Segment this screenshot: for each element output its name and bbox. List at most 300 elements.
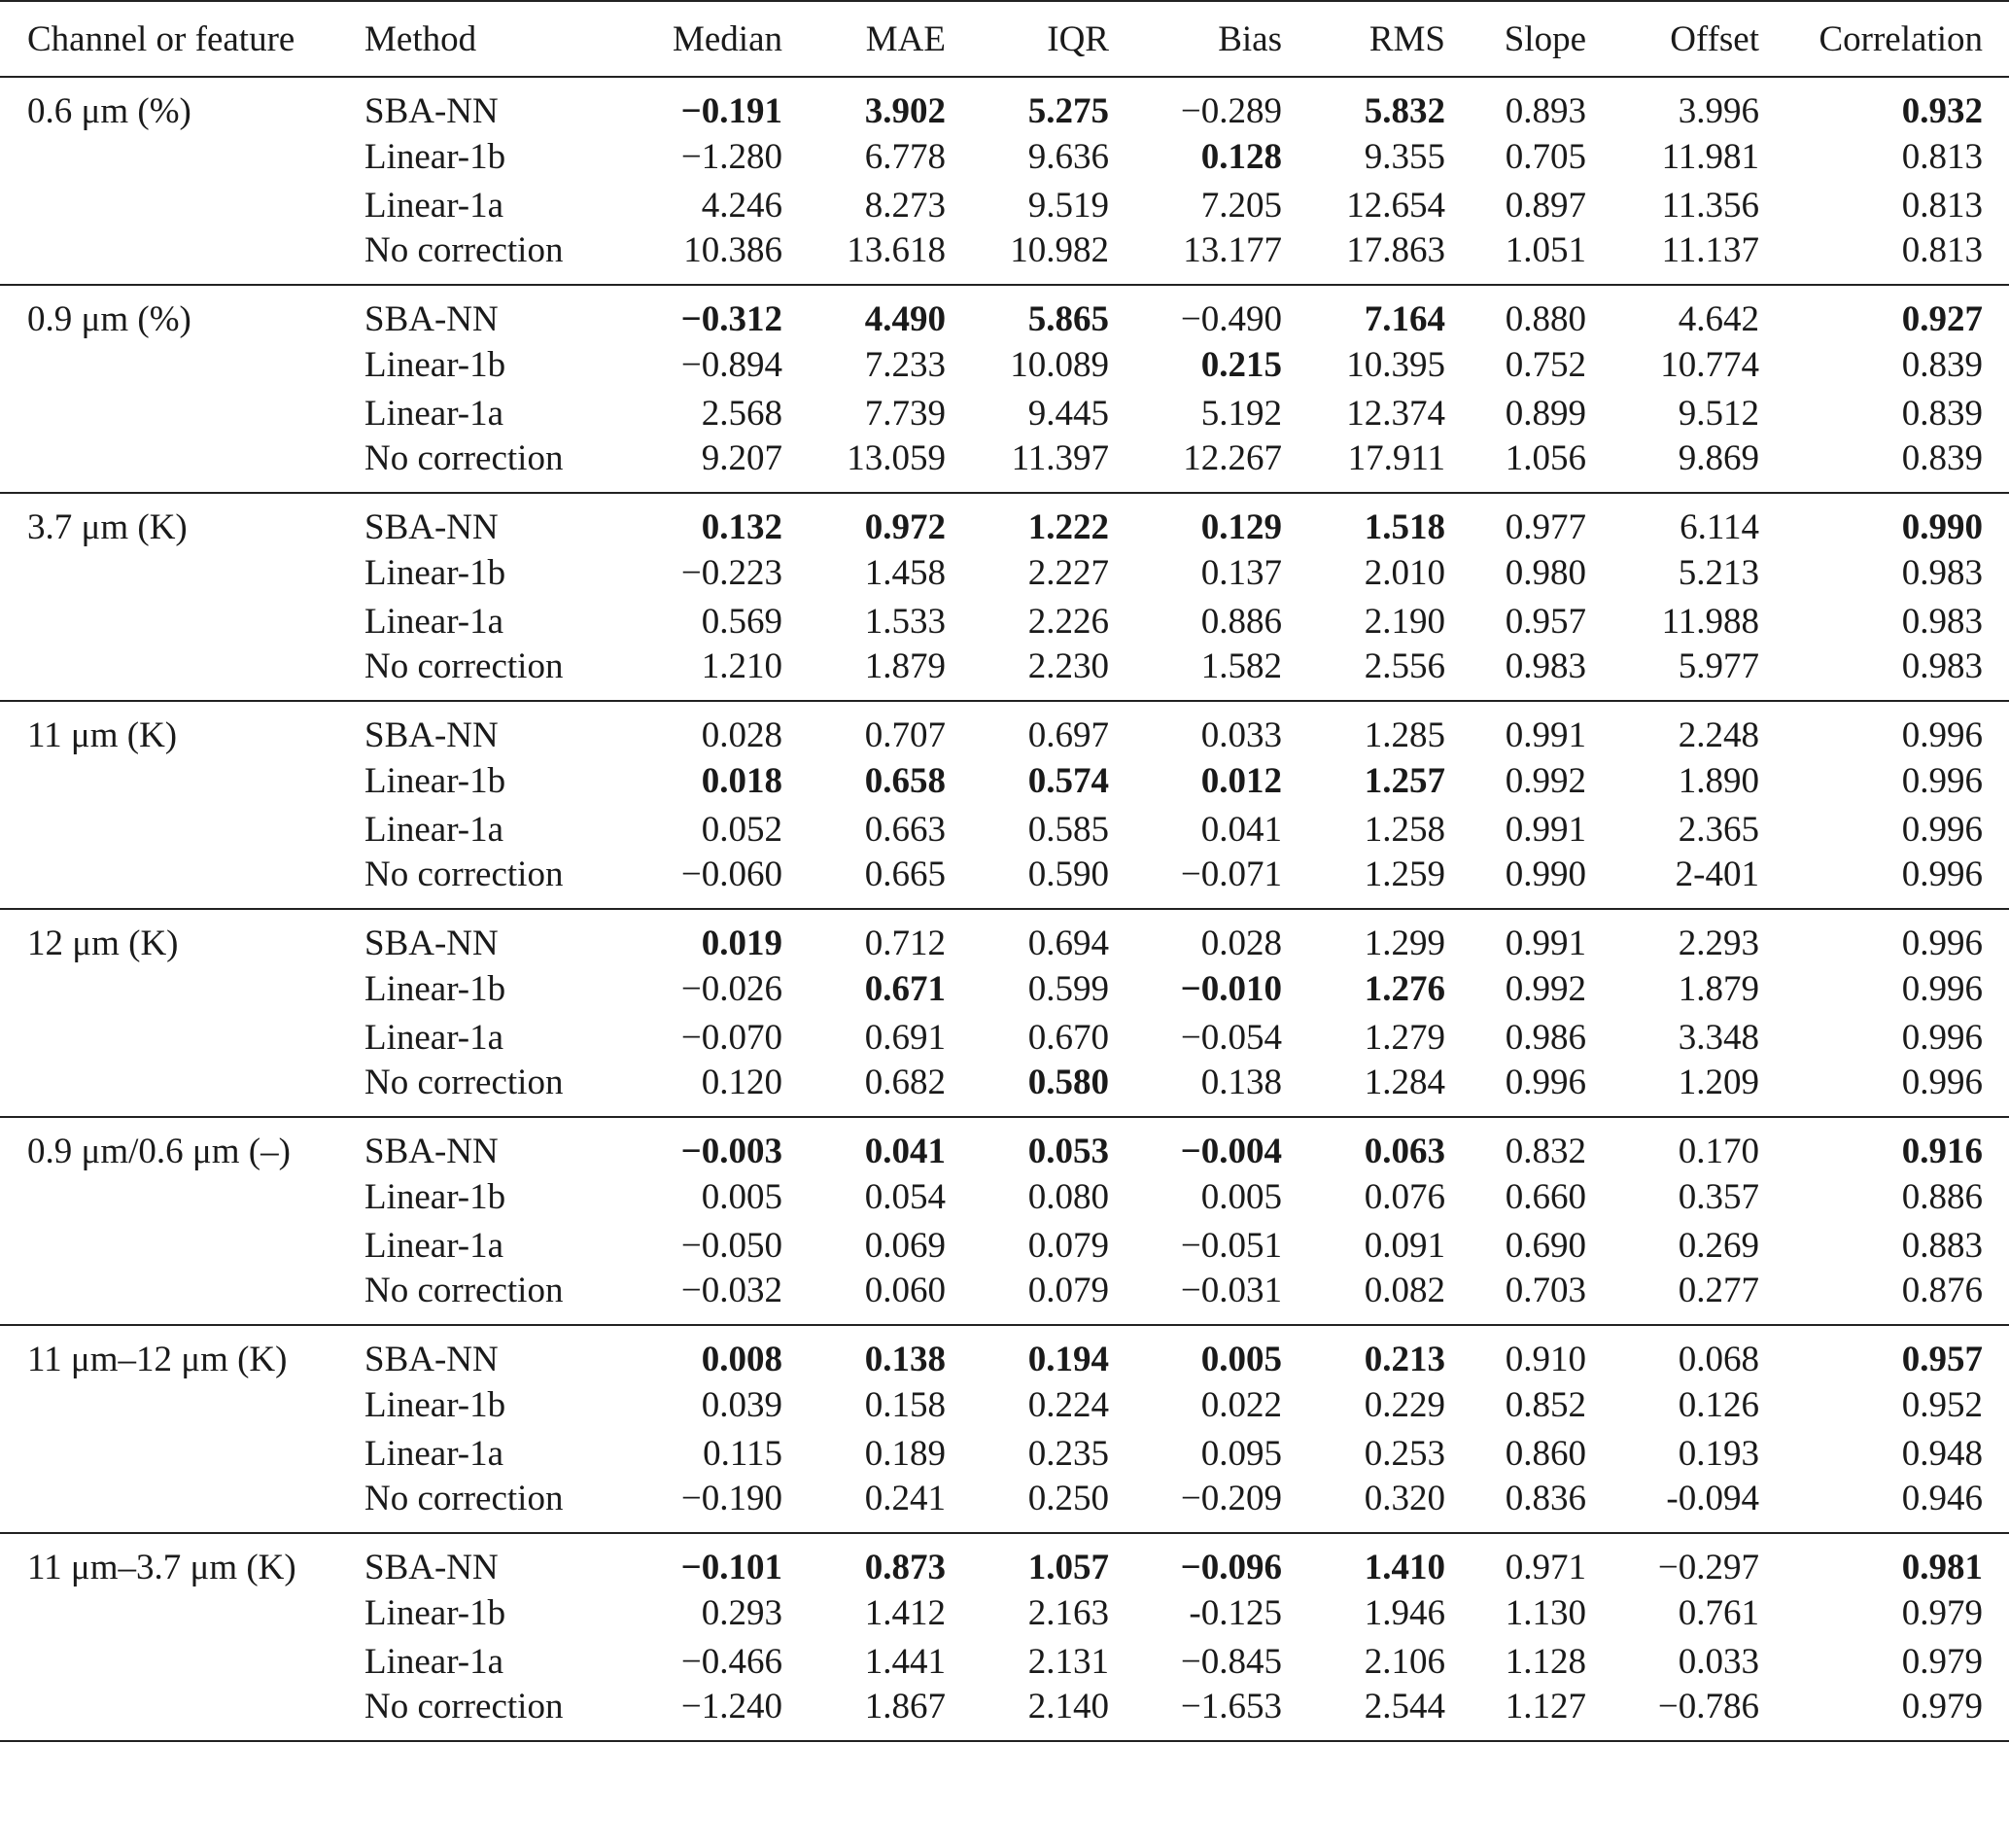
table-row — [0, 389, 2009, 437]
slope-cell: 0.986 — [1505, 1017, 1586, 1058]
iqr-cell: 0.599 — [1027, 968, 1109, 1009]
feature-label: 0.6 μm (%) — [27, 91, 191, 131]
table-row — [0, 1325, 2009, 1380]
rms-cell: 12.374 — [1346, 393, 1445, 434]
mae-cell: 0.138 — [864, 1340, 946, 1379]
slope-cell: 0.897 — [1505, 185, 1586, 226]
rms-cell: 12.654 — [1346, 185, 1445, 226]
rms-cell: 1.284 — [1282, 1062, 1445, 1117]
bias-cell: 0.129 — [1200, 507, 1282, 547]
method-label: Linear-1b — [364, 344, 506, 385]
slope-cell: 0.971 — [1505, 1548, 1586, 1587]
bias-cell: −0.845 — [1180, 1641, 1282, 1682]
correlation-cell: 0.813 — [1759, 229, 2009, 285]
slope-cell: 0.957 — [1505, 601, 1586, 642]
table-row — [0, 340, 2009, 389]
slope-cell: 0.893 — [1505, 91, 1586, 131]
offset-cell: 2.365 — [1678, 809, 1759, 850]
correlation-cell: 0.996 — [1901, 715, 1983, 755]
bias-cell: 5.192 — [1200, 393, 1282, 434]
median-cell: −0.060 — [622, 854, 782, 909]
slope-cell: 1.051 — [1445, 229, 1586, 285]
iqr-cell: 0.574 — [1027, 760, 1109, 801]
slope-cell: 0.996 — [1445, 1062, 1586, 1117]
offset-cell: 0.269 — [1678, 1225, 1759, 1266]
bias-cell: 0.215 — [1200, 344, 1282, 385]
median-cell: −0.026 — [680, 968, 782, 1009]
bias-cell: 0.041 — [1200, 809, 1282, 850]
mae-cell: 1.412 — [864, 1592, 946, 1633]
iqr-cell: 0.079 — [946, 1270, 1109, 1325]
iqr-cell: 2.131 — [1027, 1641, 1109, 1682]
method-label: Linear-1a — [364, 1225, 504, 1266]
rms-cell: 2.010 — [1364, 552, 1445, 593]
iqr-cell: 2.140 — [946, 1686, 1109, 1741]
bias-cell: −0.209 — [1109, 1478, 1282, 1533]
offset-cell: 0.033 — [1678, 1641, 1759, 1682]
table-row — [0, 493, 2009, 548]
rms-cell: 0.253 — [1364, 1433, 1445, 1474]
offset-cell: 3.996 — [1678, 91, 1759, 131]
median-cell: 10.386 — [622, 229, 782, 285]
iqr-cell: 10.089 — [1010, 344, 1109, 385]
correlation-cell: 0.886 — [1901, 1176, 1983, 1217]
correlation-cell: 0.983 — [1901, 601, 1983, 642]
correlation-cell: 0.883 — [1901, 1225, 1983, 1266]
mae-cell: 0.189 — [864, 1433, 946, 1474]
table-row — [0, 1117, 2009, 1172]
bias-cell: −1.653 — [1109, 1686, 1282, 1741]
table-row — [0, 229, 2009, 285]
iqr-cell: 0.053 — [1027, 1132, 1109, 1171]
method-label: SBA-NN — [364, 924, 499, 963]
mae-cell: 0.691 — [864, 1017, 946, 1058]
feature-cell-empty — [0, 1172, 364, 1221]
method-label: Linear-1b — [364, 136, 506, 177]
correlation-cell: 0.946 — [1759, 1478, 2009, 1533]
offset-cell: 11.988 — [1661, 601, 1759, 642]
feature-cell-empty — [0, 1478, 364, 1533]
table-row — [0, 1013, 2009, 1062]
feature-cell-empty — [0, 756, 364, 805]
iqr-cell: 0.580 — [946, 1062, 1109, 1117]
iqr-cell: 0.590 — [946, 854, 1109, 909]
offset-cell: 9.869 — [1586, 437, 1759, 493]
bias-cell: −0.071 — [1109, 854, 1282, 909]
rms-cell: 0.076 — [1364, 1176, 1445, 1217]
slope-cell: 0.880 — [1505, 299, 1586, 339]
table-row — [0, 1062, 2009, 1117]
slope-cell: 0.836 — [1445, 1478, 1586, 1533]
iqr-cell: 0.224 — [1027, 1384, 1109, 1425]
method-label: No correction — [364, 229, 622, 285]
feature-cell-empty — [0, 1637, 364, 1686]
rms-cell: 0.320 — [1282, 1478, 1445, 1533]
rms-cell: 0.091 — [1364, 1225, 1445, 1266]
correlation-cell: 0.981 — [1901, 1548, 1983, 1587]
median-cell: −0.003 — [680, 1132, 782, 1171]
slope-cell: 0.752 — [1505, 344, 1586, 385]
bias-cell: −0.051 — [1180, 1225, 1282, 1266]
table-row — [0, 1429, 2009, 1478]
iqr-cell: 5.865 — [1027, 299, 1109, 339]
table-row — [0, 964, 2009, 1013]
method-label: Linear-1a — [364, 393, 504, 434]
iqr-cell: 1.222 — [1027, 507, 1109, 547]
mae-cell: 0.069 — [864, 1225, 946, 1266]
iqr-cell: 1.057 — [1027, 1548, 1109, 1587]
median-cell: −0.070 — [680, 1017, 782, 1058]
iqr-cell: 0.697 — [1027, 715, 1109, 755]
rms-cell: 1.946 — [1364, 1592, 1445, 1633]
rms-cell: 10.395 — [1346, 344, 1445, 385]
offset-cell: 0.170 — [1678, 1132, 1759, 1171]
feature-cell-empty — [0, 964, 364, 1013]
method-label: Linear-1b — [364, 1384, 506, 1425]
feature-label: 11 μm–3.7 μm (K) — [27, 1548, 296, 1587]
table-row — [0, 909, 2009, 964]
offset-cell: 2-401 — [1586, 854, 1759, 909]
correlation-cell: 0.813 — [1901, 185, 1983, 226]
bias-cell: −0.096 — [1180, 1548, 1282, 1587]
iqr-cell: 5.275 — [1027, 91, 1109, 131]
median-cell: 0.028 — [701, 715, 782, 755]
table-row — [0, 1380, 2009, 1429]
correlation-cell: 0.979 — [1901, 1641, 1983, 1682]
bias-cell: −0.054 — [1180, 1017, 1282, 1058]
median-cell: 2.568 — [701, 393, 782, 434]
table-body — [0, 77, 2009, 1741]
method-label: No correction — [364, 1686, 622, 1741]
method-label: Linear-1a — [364, 1641, 504, 1682]
method-label: Linear-1b — [364, 968, 506, 1009]
bias-cell: 0.005 — [1200, 1176, 1282, 1217]
feature-cell-empty — [0, 1270, 364, 1325]
correlation-cell: 0.876 — [1759, 1270, 2009, 1325]
mae-cell: 8.273 — [864, 185, 946, 226]
bias-cell: 0.138 — [1109, 1062, 1282, 1117]
offset-cell: 2.248 — [1678, 715, 1759, 755]
median-cell: −0.101 — [680, 1548, 782, 1587]
bias-cell: 13.177 — [1109, 229, 1282, 285]
offset-cell: 6.114 — [1680, 507, 1759, 547]
offset-cell: 1.890 — [1678, 760, 1759, 801]
iqr-cell: 2.230 — [946, 645, 1109, 701]
rms-cell: 1.257 — [1364, 760, 1445, 801]
median-cell: −0.050 — [680, 1225, 782, 1266]
bias-cell: −0.031 — [1109, 1270, 1282, 1325]
bias-cell: 0.022 — [1200, 1384, 1282, 1425]
median-cell: 0.039 — [701, 1384, 782, 1425]
slope-cell: 0.991 — [1505, 924, 1586, 963]
mae-cell: 0.658 — [864, 760, 946, 801]
feature-cell-empty — [0, 340, 364, 389]
method-label: Linear-1a — [364, 601, 504, 642]
method-label: Linear-1b — [364, 552, 506, 593]
mae-cell: 3.902 — [864, 91, 946, 131]
offset-cell: −0.297 — [1657, 1548, 1759, 1587]
rms-cell: 1.259 — [1282, 854, 1445, 909]
median-cell: 9.207 — [622, 437, 782, 493]
median-cell: −1.240 — [622, 1686, 782, 1741]
bias-cell: 0.886 — [1200, 601, 1282, 642]
bias-cell: 0.005 — [1200, 1340, 1282, 1379]
mae-cell: 13.059 — [782, 437, 946, 493]
header-channel-or-feature: Channel or feature — [0, 1, 364, 77]
iqr-cell: 0.670 — [1027, 1017, 1109, 1058]
slope-cell: 0.910 — [1505, 1340, 1586, 1379]
method-label: Linear-1a — [364, 1433, 504, 1474]
feature-cell-empty — [0, 437, 364, 493]
mae-cell: 0.060 — [782, 1270, 946, 1325]
table-row — [0, 132, 2009, 181]
table-row — [0, 548, 2009, 597]
table-row — [0, 597, 2009, 645]
table-row — [0, 1533, 2009, 1588]
correlation-cell: 0.927 — [1901, 299, 1983, 339]
slope-cell: 0.690 — [1505, 1225, 1586, 1266]
iqr-cell: 0.080 — [1027, 1176, 1109, 1217]
feature-label: 3.7 μm (K) — [27, 507, 188, 547]
offset-cell: 1.879 — [1678, 968, 1759, 1009]
slope-cell: 0.703 — [1445, 1270, 1586, 1325]
slope-cell: 0.899 — [1505, 393, 1586, 434]
rms-cell: 0.082 — [1282, 1270, 1445, 1325]
table-row — [0, 77, 2009, 132]
offset-cell: 0.761 — [1678, 1592, 1759, 1633]
iqr-cell: 0.250 — [946, 1478, 1109, 1533]
bias-cell: -0.125 — [1189, 1592, 1282, 1633]
slope-cell: 0.852 — [1505, 1384, 1586, 1425]
header-method: Method — [364, 1, 622, 77]
feature-cell-empty — [0, 1221, 364, 1270]
feature-cell-empty — [0, 1013, 364, 1062]
offset-cell: 2.293 — [1678, 924, 1759, 963]
feature-cell-empty — [0, 805, 364, 854]
table-row — [0, 1172, 2009, 1221]
correlation-cell: 0.813 — [1901, 136, 1983, 177]
offset-cell: 0.357 — [1678, 1176, 1759, 1217]
correlation-cell: 0.916 — [1901, 1132, 1983, 1171]
iqr-cell: 0.194 — [1027, 1340, 1109, 1379]
offset-cell: 5.213 — [1678, 552, 1759, 593]
feature-cell-empty — [0, 645, 364, 701]
median-cell: 0.019 — [701, 924, 782, 963]
method-label: Linear-1b — [364, 760, 506, 801]
mae-cell: 4.490 — [864, 299, 946, 339]
iqr-cell: 2.163 — [1027, 1592, 1109, 1633]
bias-cell: −0.010 — [1180, 968, 1282, 1009]
table-row — [0, 181, 2009, 229]
bias-cell: −0.289 — [1180, 91, 1282, 131]
rms-cell: 1.410 — [1364, 1548, 1445, 1587]
mae-cell: 0.665 — [782, 854, 946, 909]
mae-cell: 0.158 — [864, 1384, 946, 1425]
feature-label: 12 μm (K) — [27, 924, 179, 963]
median-cell: 4.246 — [701, 185, 782, 226]
offset-cell: 4.642 — [1678, 299, 1759, 339]
correlation-cell: 0.839 — [1759, 437, 2009, 493]
feature-label: 0.9 μm (%) — [27, 299, 191, 339]
offset-cell: −0.786 — [1586, 1686, 1759, 1741]
rms-cell: 2.106 — [1364, 1641, 1445, 1682]
median-cell: 0.569 — [701, 601, 782, 642]
slope-cell: 0.980 — [1505, 552, 1586, 593]
feature-cell-empty — [0, 854, 364, 909]
table-row — [0, 1686, 2009, 1741]
correlation-cell: 0.990 — [1901, 507, 1983, 547]
mae-cell: 0.054 — [864, 1176, 946, 1217]
offset-cell: 0.126 — [1678, 1384, 1759, 1425]
feature-cell-empty — [0, 132, 364, 181]
method-label: No correction — [364, 1270, 622, 1325]
feature-cell-empty — [0, 597, 364, 645]
bias-cell: 0.128 — [1200, 136, 1282, 177]
feature-label: 0.9 μm/0.6 μm (–) — [27, 1132, 291, 1171]
feature-cell-empty — [0, 1062, 364, 1117]
rms-cell: 1.279 — [1364, 1017, 1445, 1058]
iqr-cell: 0.585 — [1027, 809, 1109, 850]
offset-cell: 9.512 — [1678, 393, 1759, 434]
mae-cell: 0.041 — [864, 1132, 946, 1171]
slope-cell: 1.056 — [1445, 437, 1586, 493]
method-label: Linear-1a — [364, 1017, 504, 1058]
median-cell: −0.894 — [680, 344, 782, 385]
method-label: SBA-NN — [364, 1340, 499, 1379]
feature-cell-empty — [0, 1686, 364, 1741]
table-row — [0, 701, 2009, 756]
mae-cell: 1.533 — [864, 601, 946, 642]
median-cell: 0.293 — [701, 1592, 782, 1633]
mae-cell: 0.241 — [782, 1478, 946, 1533]
feature-cell-empty — [0, 1380, 364, 1429]
header-median: Median — [622, 1, 782, 77]
slope-cell: 0.983 — [1445, 645, 1586, 701]
feature-cell-empty — [0, 229, 364, 285]
header-rms: RMS — [1282, 1, 1445, 77]
bias-cell: 0.137 — [1200, 552, 1282, 593]
rms-cell: 2.190 — [1364, 601, 1445, 642]
feature-cell-empty — [0, 1588, 364, 1637]
offset-cell: 0.193 — [1678, 1433, 1759, 1474]
bias-cell: 0.028 — [1200, 924, 1282, 963]
rms-cell: 1.285 — [1364, 715, 1445, 755]
table-row — [0, 645, 2009, 701]
bias-cell: 0.095 — [1200, 1433, 1282, 1474]
method-label: Linear-1a — [364, 185, 504, 226]
feature-cell-empty — [0, 548, 364, 597]
rms-cell: 0.063 — [1364, 1132, 1445, 1171]
correlation-cell: 0.932 — [1901, 91, 1983, 131]
offset-cell: -0.094 — [1586, 1478, 1759, 1533]
iqr-cell: 0.079 — [1027, 1225, 1109, 1266]
bias-cell: 0.033 — [1200, 715, 1282, 755]
median-cell: 0.008 — [701, 1340, 782, 1379]
bias-cell: −0.490 — [1180, 299, 1282, 339]
mae-cell: 1.458 — [864, 552, 946, 593]
feature-cell-empty — [0, 1429, 364, 1478]
rms-cell: 1.276 — [1364, 968, 1445, 1009]
mae-cell: 13.618 — [782, 229, 946, 285]
median-cell: −0.312 — [680, 299, 782, 339]
correlation-cell: 0.996 — [1901, 1017, 1983, 1058]
rms-cell: 0.213 — [1364, 1340, 1445, 1379]
correlation-cell: 0.839 — [1901, 393, 1983, 434]
table-row — [0, 285, 2009, 340]
median-cell: −0.032 — [622, 1270, 782, 1325]
mae-cell: 0.671 — [864, 968, 946, 1009]
correlation-cell: 0.979 — [1901, 1592, 1983, 1633]
table-row — [0, 1588, 2009, 1637]
table-row — [0, 805, 2009, 854]
correlation-cell: 0.979 — [1759, 1686, 2009, 1741]
slope-cell: 1.127 — [1445, 1686, 1586, 1741]
slope-cell: 0.991 — [1505, 809, 1586, 850]
correlation-cell: 0.952 — [1901, 1384, 1983, 1425]
offset-cell: 11.356 — [1661, 185, 1759, 226]
method-label: Linear-1a — [364, 809, 504, 850]
slope-cell: 1.128 — [1505, 1641, 1586, 1682]
rms-cell: 1.299 — [1364, 924, 1445, 963]
correlation-cell: 0.948 — [1901, 1433, 1983, 1474]
iqr-cell: 2.226 — [1027, 601, 1109, 642]
method-label: Linear-1b — [364, 1176, 506, 1217]
rms-cell: 2.556 — [1282, 645, 1445, 701]
median-cell: −1.280 — [680, 136, 782, 177]
table-header — [0, 1, 2009, 77]
iqr-cell: 0.694 — [1027, 924, 1109, 963]
iqr-cell: 9.519 — [1027, 185, 1109, 226]
method-label: SBA-NN — [364, 507, 499, 547]
feature-cell-empty — [0, 181, 364, 229]
mae-cell: 6.778 — [864, 136, 946, 177]
method-label: No correction — [364, 645, 622, 701]
median-cell: 0.120 — [622, 1062, 782, 1117]
rms-cell: 5.832 — [1364, 91, 1445, 131]
method-label: SBA-NN — [364, 1548, 499, 1587]
method-label: SBA-NN — [364, 299, 499, 339]
correlation-cell: 0.996 — [1901, 968, 1983, 1009]
method-label: SBA-NN — [364, 1132, 499, 1171]
mae-cell: 0.873 — [864, 1548, 946, 1587]
method-label: No correction — [364, 1062, 622, 1117]
slope-cell: 0.860 — [1505, 1433, 1586, 1474]
header-mae: MAE — [782, 1, 946, 77]
offset-cell: 10.774 — [1660, 344, 1759, 385]
rms-cell: 1.518 — [1364, 507, 1445, 547]
method-label: Linear-1b — [364, 1592, 506, 1633]
header-correlation: Correlation — [1759, 1, 2009, 77]
mae-cell: 0.972 — [864, 507, 946, 547]
table-row — [0, 1221, 2009, 1270]
correlation-cell: 0.996 — [1759, 854, 2009, 909]
mae-cell: 7.233 — [864, 344, 946, 385]
mae-cell: 1.441 — [864, 1641, 946, 1682]
feature-label: 11 μm (K) — [27, 715, 178, 755]
slope-cell: 0.990 — [1445, 854, 1586, 909]
median-cell: −0.191 — [680, 91, 782, 131]
correlation-cell: 0.983 — [1901, 552, 1983, 593]
correlation-cell: 0.996 — [1901, 809, 1983, 850]
table-row — [0, 1478, 2009, 1533]
iqr-cell: 10.982 — [946, 229, 1109, 285]
header-row — [0, 1, 2009, 77]
slope-cell: 0.660 — [1505, 1176, 1586, 1217]
iqr-cell: 9.445 — [1027, 393, 1109, 434]
bias-cell: 0.012 — [1200, 760, 1282, 801]
header-offset: Offset — [1586, 1, 1759, 77]
median-cell: −0.190 — [622, 1478, 782, 1533]
